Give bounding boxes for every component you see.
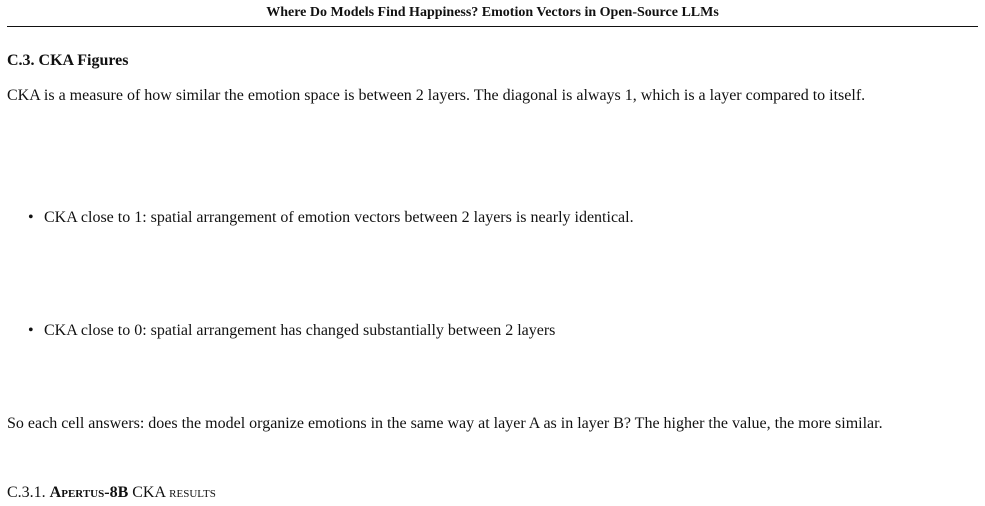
subsection-heading [7,483,216,503]
bullet-dot: • [28,322,34,339]
intro-paragraph: CKA is a measure of how similar the emotion space is between 2 layers. The diagonal is always 1, which is a layer compared to itself. [7,87,866,104]
subsection-results: results [169,484,216,501]
subsection-number: C.3.1. [7,484,46,501]
section-title: C.3. CKA Figures [7,52,129,69]
subsection-cka: CKA [132,484,166,501]
running-header: Where Do Models Find Happiness? Emotion Vectors in Open-Source LLMs [266,5,719,20]
subsection-model: Apertus-8B [49,484,129,501]
bullet-item [28,321,555,341]
summary-paragraph: So each cell answers: does the model organize emotions in the same way at layer A as in layer B? The higher the value, the more similar. [7,415,883,432]
bullet-text: CKA close to 0: spatial arrangement has changed substantially between 2 layers [44,322,556,339]
bullet-dot: • [28,209,34,226]
header-rule [7,26,978,27]
bullet-text: CKA close to 1: spatial arrangement of emotion vectors between 2 layers is nearly identical. [44,209,634,226]
bullet-item [28,208,634,228]
